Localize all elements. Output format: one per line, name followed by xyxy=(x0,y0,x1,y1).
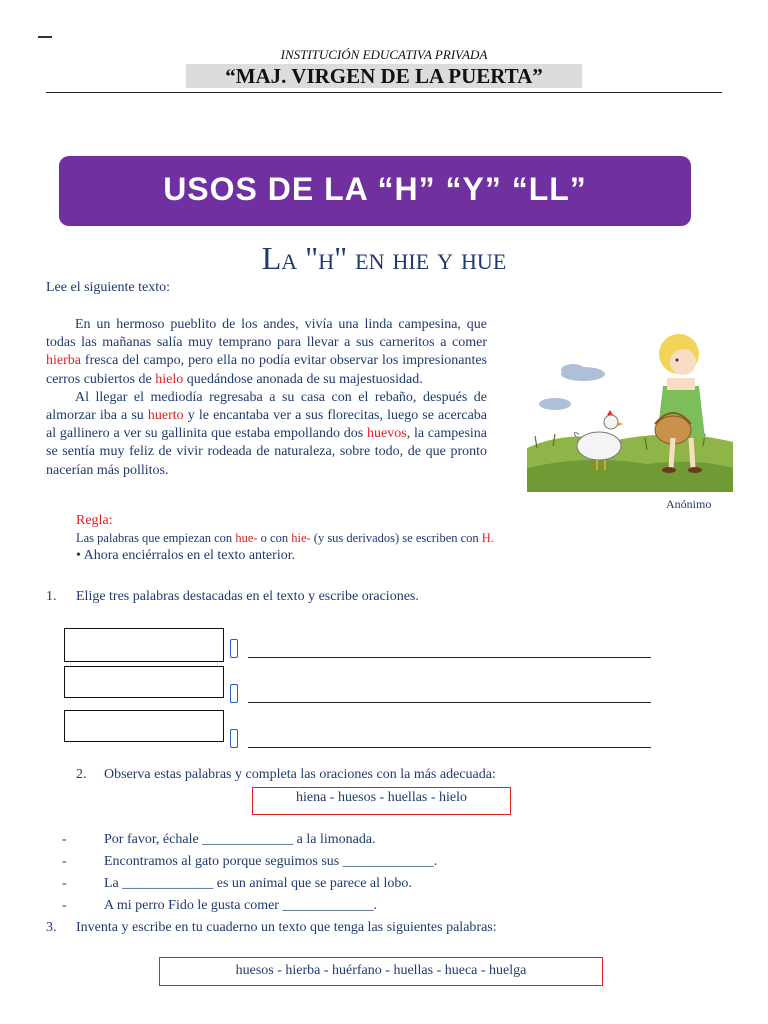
arrow-icon xyxy=(230,729,238,748)
exercise-2-number: 2. xyxy=(76,767,87,782)
rule-instruction: • Ahora enciérralos en el texto anterior. xyxy=(76,548,296,563)
exercise-1-number: 1. xyxy=(46,589,57,604)
fill-in-item: - Encontramos al gato porque seguimos sus _____________. xyxy=(62,854,438,869)
institution-name: “MAJ. VIRGEN DE LA PUERTA” xyxy=(186,64,582,88)
word-answer-box[interactable] xyxy=(64,666,224,698)
girl-and-hen-illustration xyxy=(527,318,733,492)
highlight-word: huerto xyxy=(147,408,184,424)
highlight-word: huevos xyxy=(367,426,407,442)
word-bank-2: hiena - huesos - huellas - hielo xyxy=(252,787,511,815)
exercise-1-prompt: Elige tres palabras destacadas en el texto y escribe oraciones. xyxy=(76,589,419,604)
title-banner: USOS DE LA “H” “Y” “LL” xyxy=(59,156,691,226)
reading-intro: Lee el siguiente texto: xyxy=(46,280,171,295)
sentence-answer-line[interactable] xyxy=(248,702,651,703)
corner-dash xyxy=(38,36,52,38)
exercise-2-prompt: Observa estas palabras y completa las oraciones con la más adecuada: xyxy=(104,767,496,782)
story-paragraph-2: Al llegar el mediodía regresaba a su casa con el rebaño, después de almorzar iba a su huerto y le encantaba ver a sus florecitas, luego se acercaba al gallinero a ver su gallinita que estaba empollando dos huevos, la campesina se sentía muy feliz de vivir rodeada de naturaleza, sobre todo, de que pronto nacerían más pollitos. xyxy=(46,389,488,478)
rule-text: Las palabras que empiezan con hue- o con hie- (y sus derivados) se escriben con H. xyxy=(76,531,494,545)
word-answer-box[interactable] xyxy=(64,628,224,662)
fill-in-item: - Por favor, échale _____________ a la limonada. xyxy=(62,832,376,847)
exercise-3-prompt: Inventa y escribe en tu cuaderno un texto que tenga las siguientes palabras: xyxy=(76,920,497,935)
highlight-word: hierba xyxy=(46,353,81,369)
sentence-answer-line[interactable] xyxy=(248,747,651,748)
exercise-3-number: 3. xyxy=(46,920,57,935)
fill-in-item: - La _____________ es un animal que se parece al lobo. xyxy=(62,876,412,891)
highlight-word: hielo xyxy=(155,371,184,387)
section-title: La "h" en hie y hue xyxy=(261,240,507,276)
word-answer-box[interactable] xyxy=(64,710,224,742)
story-paragraph-1: En un hermoso pueblito de los andes, vivía una linda campesina, que todas las mañanas salía muy temprano para llevar a sus carneritos a comer hierba fresca del campo, pero ella no podía evitar observar los impresionantes cerros cubiertos de hielo quedándose anonada de su majestuosidad. xyxy=(46,317,487,387)
arrow-icon xyxy=(230,639,238,658)
rule-heading: Regla: xyxy=(76,513,113,528)
author-credit: Anónimo xyxy=(666,497,712,511)
story-text xyxy=(46,316,487,480)
header-divider xyxy=(46,92,722,93)
arrow-icon xyxy=(230,684,238,703)
institution-type: INSTITUCIÓN EDUCATIVA PRIVADA xyxy=(280,47,488,62)
word-bank-3: huesos - hierba - huérfano - huellas - hueca - huelga xyxy=(159,957,603,986)
sentence-answer-line[interactable] xyxy=(248,657,651,658)
fill-in-item: - A mi perro Fido le gusta comer _____________. xyxy=(62,898,377,913)
